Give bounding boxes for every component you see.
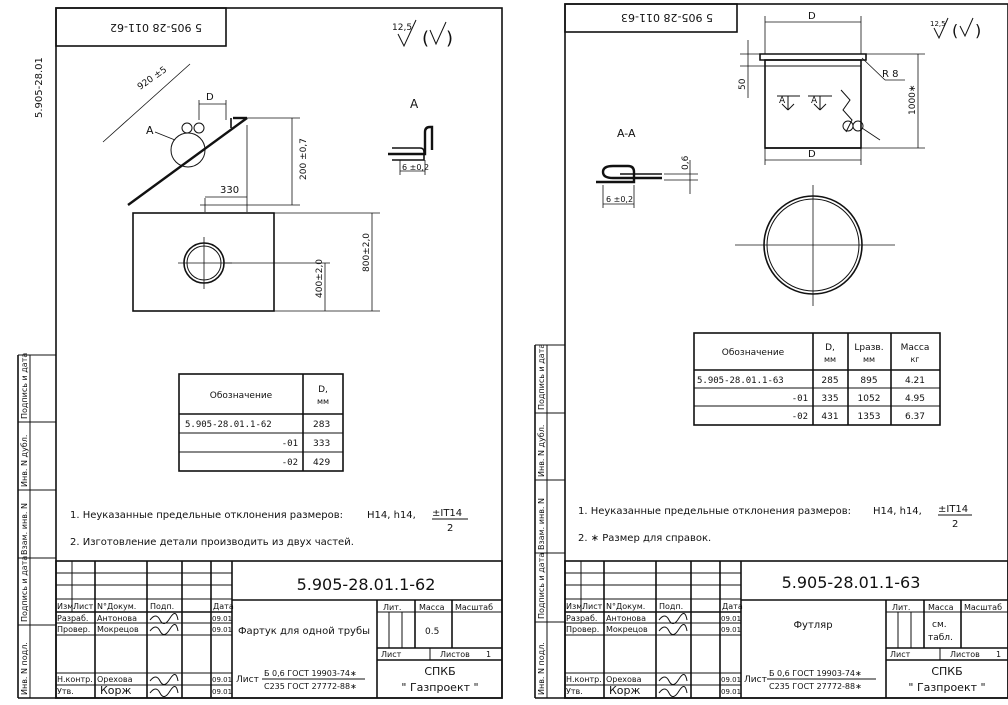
left-masshtab: Масштаб xyxy=(455,603,494,612)
left-person: Антонова xyxy=(97,614,137,623)
left-table-row-name: 5.905-28.01.1-62 xyxy=(185,420,272,430)
left-role: Разраб. xyxy=(57,614,89,623)
left-col-sign: Подп. xyxy=(150,602,175,611)
left-mass-value: 0.5 xyxy=(425,627,440,637)
right-side-label-2: Подпись и дата xyxy=(537,552,546,619)
left-role: Утв. xyxy=(57,687,74,696)
left-table-row-name: -02 xyxy=(281,458,298,468)
left-person: Корж xyxy=(100,684,132,697)
left-table-header-d: D, xyxy=(318,385,328,395)
svg-text:(: ( xyxy=(422,28,430,49)
left-seam-profile xyxy=(388,127,432,154)
right-section-a1: A xyxy=(779,96,786,106)
left-note-1: 1. Неуказанные предельные отклонения размеров: xyxy=(70,510,344,521)
left-org-2: " Газпроект " xyxy=(401,681,479,694)
left-material-label: Лист xyxy=(236,675,259,685)
right-table-row-d: 285 xyxy=(821,376,839,386)
left-col-doc: N°Докум. xyxy=(97,602,137,611)
left-callout-a: A xyxy=(146,124,154,137)
right-table-row-name: -01 xyxy=(791,394,808,404)
right-table-header-l: Lразв. xyxy=(854,343,884,353)
left-sheet-label: Лист xyxy=(381,650,402,659)
right-roughness-value: 12,5 xyxy=(930,20,946,28)
svg-text:): ) xyxy=(446,28,454,49)
right-dim-seam: 6 ±0,2 xyxy=(606,195,634,204)
right-date: 09.01 xyxy=(721,688,742,696)
left-side-code: 5.905-28.01 xyxy=(34,57,45,118)
right-top-stamp: 5 905-28 011-63 xyxy=(621,11,713,24)
right-table-row-l: 1052 xyxy=(857,394,881,404)
left-frame xyxy=(56,8,502,698)
left-dim-920: 920 ±5 xyxy=(135,65,170,93)
right-material-label: Лист xyxy=(744,675,767,685)
right-date: 09.01 xyxy=(721,676,742,684)
left-dim-200: 200 ±0,7 xyxy=(299,138,309,180)
right-note-1: 1. Неуказанные предельные отклонения размеров: xyxy=(578,506,852,517)
left-note-1-tol: H14, h14, xyxy=(367,510,416,521)
right-side-label-1: Инв. N подл. xyxy=(537,642,546,695)
right-note-1-frac-bot: 2 xyxy=(952,519,959,530)
right-section-a2: A xyxy=(811,96,818,106)
right-part-name: Футляр xyxy=(793,620,833,631)
right-side-label-4: Инв. N дубл. xyxy=(537,424,546,477)
right-sheet-label: Лист xyxy=(890,650,911,659)
signature-icon xyxy=(150,686,178,696)
left-note-2: 2. Изготовление детали производить из двух частей. xyxy=(70,537,354,548)
right-side-label-3: Взам. инв. N xyxy=(537,498,546,550)
right-dim-d-top: D xyxy=(808,11,816,22)
left-table-header-name: Обозначение xyxy=(209,391,273,401)
right-table-row-name: -02 xyxy=(791,412,808,422)
right-table-header-d: D, xyxy=(825,343,835,353)
right-dim-d-bottom: D xyxy=(808,149,816,160)
left-org-1: СПКБ xyxy=(424,665,456,678)
right-col-list: Лист xyxy=(582,602,603,611)
right-role: Разраб. xyxy=(566,614,598,623)
right-dim-r8: R 8 xyxy=(882,69,899,80)
signature-icon xyxy=(150,613,178,623)
left-col-list: Лист xyxy=(73,602,94,611)
left-dim-d: D xyxy=(206,92,214,103)
left-massa: Масса xyxy=(419,603,445,612)
right-table-header-d-unit: мм xyxy=(823,355,837,364)
left-table-row-d: 283 xyxy=(313,420,331,430)
left-side-label-2: Подпись и дата xyxy=(20,555,29,622)
left-note-1-frac-bot: 2 xyxy=(447,523,454,534)
right-material-1: Б 0,6 ГОСТ 19903-74∗ xyxy=(769,669,862,678)
left-part-name: Фартук для одной трубы xyxy=(237,626,371,637)
left-date: 09.01 xyxy=(212,688,233,696)
left-material-2: С235 ГОСТ 27772-88∗ xyxy=(264,682,357,691)
right-dim-06: 0,6 xyxy=(681,155,691,170)
right-doc-number: 5.905-28.01.1-63 xyxy=(781,573,921,592)
left-role: Н.контр. xyxy=(57,675,93,684)
right-date: 09.01 xyxy=(721,615,742,623)
right-sheets-count: 1 xyxy=(996,650,1002,659)
right-table-row-m: 4.21 xyxy=(904,376,926,386)
svg-text:(: ( xyxy=(952,21,959,40)
right-section-label: A-A xyxy=(617,127,636,140)
right-table-row-l: 1353 xyxy=(857,412,881,422)
signature-icon xyxy=(659,624,687,634)
svg-text:): ) xyxy=(975,21,982,40)
right-role: Провер. xyxy=(566,625,600,634)
left-dim-330: 330 xyxy=(220,185,240,196)
left-roughness-value: 12,5 xyxy=(392,23,413,33)
signature-icon xyxy=(659,613,687,623)
right-role: Н.контр. xyxy=(566,675,602,684)
right-person: Корж xyxy=(609,684,641,697)
signature-icon xyxy=(659,674,687,684)
right-note-1-tol: H14, h14, xyxy=(873,506,922,517)
signature-icon xyxy=(150,674,178,684)
right-table-header-m-unit: кг xyxy=(910,355,920,364)
left-lit: Лит. xyxy=(383,603,402,612)
left-side-label-5: Подпись и дата xyxy=(20,352,29,419)
left-date: 09.01 xyxy=(212,676,233,684)
left-role: Провер. xyxy=(57,625,91,634)
left-dim-800: 800±2,0 xyxy=(362,232,372,272)
left-side-label-4: Инв. N дубл. xyxy=(20,434,29,487)
right-person: Мокрецов xyxy=(606,625,648,634)
left-table-row-d: 429 xyxy=(313,458,331,468)
right-masshtab: Масштаб xyxy=(964,603,1003,612)
right-org-1: СПКБ xyxy=(931,665,963,678)
right-table-row-d: 335 xyxy=(821,394,839,404)
right-variant-table xyxy=(694,333,940,425)
left-sheet xyxy=(18,8,502,698)
right-sheets-label: Листов xyxy=(950,650,980,659)
right-dim-50: 50 xyxy=(738,78,748,90)
signature-icon xyxy=(150,624,178,634)
left-dim-seam: 6 ±0,2 xyxy=(402,163,430,172)
right-title-block xyxy=(565,561,1008,698)
right-org-2: " Газпроект " xyxy=(908,681,986,694)
left-col-date: Дата xyxy=(213,602,234,611)
left-title-block xyxy=(56,561,502,698)
right-col-izm: Изм. xyxy=(566,602,585,611)
left-table-row-name: -01 xyxy=(281,439,298,449)
left-dim-400: 400±2,0 xyxy=(315,258,325,298)
left-doc-number: 5.905-28.01.1-62 xyxy=(296,575,436,594)
right-note-1-frac-top: ±IT14 xyxy=(938,504,969,515)
right-table-row-m: 4.95 xyxy=(904,394,926,404)
right-table-header-name: Обозначение xyxy=(721,348,785,358)
right-lit: Лит. xyxy=(892,603,911,612)
left-person: Орехова xyxy=(97,675,133,684)
right-dim-1000: 1000∗ xyxy=(908,84,918,115)
right-role: Утв. xyxy=(566,687,583,696)
left-top-stamp: 5 905-28 011-62 xyxy=(110,21,202,34)
signature-icon xyxy=(659,686,687,696)
right-note-2: 2. ∗ Размер для справок. xyxy=(578,533,712,544)
right-col-sign: Подп. xyxy=(659,602,684,611)
right-sheet xyxy=(535,4,1008,698)
right-table-header-l-unit: мм xyxy=(862,355,876,364)
right-person: Антонова xyxy=(606,614,646,623)
left-col-izm: Изм. xyxy=(57,602,76,611)
left-sheets-count: 1 xyxy=(486,650,492,659)
right-col-doc: N°Докум. xyxy=(606,602,646,611)
left-material-1: Б 0,6 ГОСТ 19903-74∗ xyxy=(264,669,357,678)
right-mass-value-1: см. xyxy=(932,620,947,630)
right-table-row-name: 5.905-28.01.1-63 xyxy=(697,376,784,386)
right-cylinder xyxy=(760,54,880,148)
right-table-header-m: Масса xyxy=(900,343,930,353)
left-date: 09.01 xyxy=(212,626,233,634)
left-table-row-d: 333 xyxy=(313,439,331,449)
right-table-row-l: 895 xyxy=(860,376,878,386)
right-col-date: Дата xyxy=(722,602,743,611)
left-plate xyxy=(133,213,274,311)
left-sheets-label: Листов xyxy=(440,650,470,659)
left-variant-table xyxy=(179,374,343,471)
left-side-label-3: Взам. инв. N xyxy=(20,503,29,555)
left-table-header-d-unit: мм xyxy=(316,397,330,406)
right-side-label-5: Подпись и дата xyxy=(537,343,546,410)
right-mass-value-2: табл. xyxy=(928,633,953,643)
right-table-row-d: 431 xyxy=(821,412,839,422)
left-person: Мокрецов xyxy=(97,625,139,634)
right-material-2: С235 ГОСТ 27772-88∗ xyxy=(769,682,862,691)
left-view-a-label: A xyxy=(410,97,419,111)
left-note-1-frac-top: ±IT14 xyxy=(432,508,463,519)
right-table-row-m: 6.37 xyxy=(904,412,926,422)
left-side-label-1: Инв. N подл. xyxy=(20,642,29,695)
right-person: Орехова xyxy=(606,675,642,684)
right-date: 09.01 xyxy=(721,626,742,634)
left-date: 09.01 xyxy=(212,615,233,623)
right-massa: Масса xyxy=(928,603,954,612)
